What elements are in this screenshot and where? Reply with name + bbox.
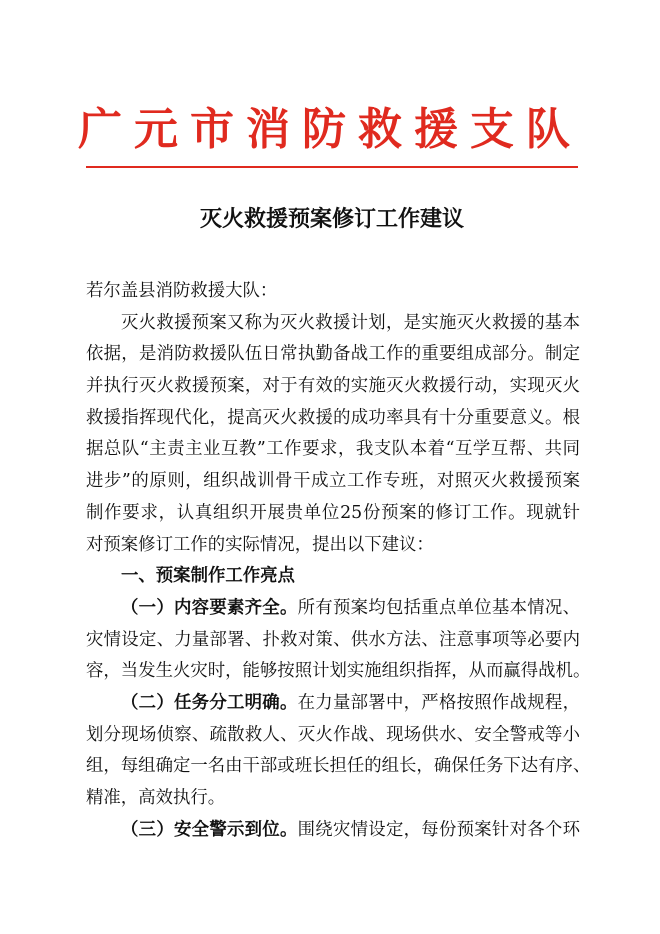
intro-line: 对预案修订工作的实际情况，提出以下建议：	[86, 534, 434, 555]
item2-label: （二）任务分工明确。	[121, 692, 298, 713]
item2-line: 组，每组确定一名由干部或班长担任的组长，确保任务下达有序、	[86, 756, 591, 777]
intro-line: 并执行灭火救援预案，对于有效的实施灭火救援行动，实现灭火	[86, 376, 580, 397]
section-heading: 一、预案制作工作亮点	[121, 566, 295, 587]
intro-line: 救援指挥现代化，提高灭火救援的成功率具有十分重要意义。根	[86, 407, 580, 428]
intro-line: 依据，是消防救援队伍日常执勤备战工作的重要组成部分。制定	[86, 344, 580, 365]
item1-first-line	[86, 593, 580, 625]
item1-first-rest: 所有预案均包括重点单位基本情况、	[297, 597, 580, 618]
item2-line: 划分现场侦察、疏散救人、灭火作战、现场供水、安全警戒等小	[86, 724, 580, 745]
item2-first-line	[86, 688, 580, 720]
org-letterhead-title: 广元市消防救援支队	[78, 104, 582, 155]
letterhead-red-rule	[86, 166, 578, 168]
intro-line: 进步”的原则，组织战训骨干成立工作专班，对照灭火救援预案	[86, 471, 580, 492]
intro-line: 制作要求，认真组织开展贵单位25份预案的修订工作。现就针	[86, 502, 580, 523]
item3-first-line	[86, 815, 580, 847]
item3-label: （三）安全警示到位。	[121, 819, 298, 840]
document-title: 灭火救援预案修订工作建议	[199, 206, 464, 232]
intro-line: 据总队“主责主业互教”工作要求，我支队本着“互学互帮、共同	[86, 439, 580, 460]
item1-line: 容，当发生火灾时，能够按照计划实施组织指挥，从而赢得战机。	[86, 661, 591, 682]
item1-label: （一）内容要素齐全。	[121, 597, 298, 618]
item2-line: 精准，高效执行。	[86, 788, 226, 808]
item3-first-rest: 围绕灾情设定，每份预案针对各个环	[297, 819, 580, 840]
intro-line: 灭火救援预案又称为灭火救援计划，是实施灭火救援的基本	[121, 312, 580, 333]
item1-line: 灾情设定、力量部署、扑救对策、供水方法、注意事项等必要内	[86, 629, 580, 650]
document-body	[86, 276, 591, 846]
salutation: 若尔盖县消防救援大队：	[86, 281, 278, 301]
item2-first-rest: 在力量部署中，严格按照作战规程，	[297, 692, 580, 713]
